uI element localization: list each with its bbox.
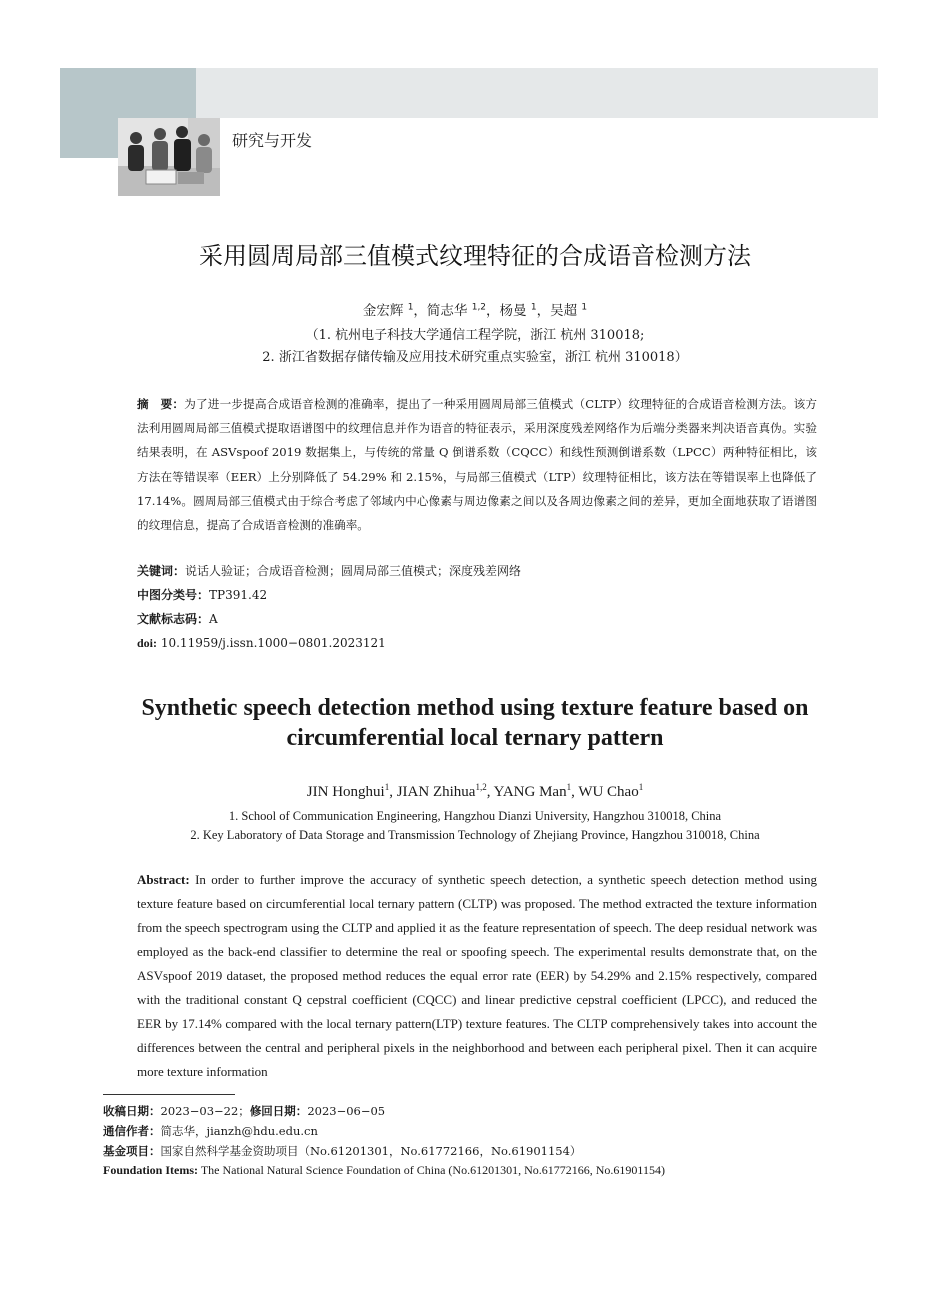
english-title-line-2: circumferential local ternary pattern: [286, 725, 664, 751]
keywords-text: 说话人验证；合成语音检测；圆周局部三值模式；深度残差网络: [185, 564, 522, 578]
author-name: WU Chao: [578, 784, 639, 800]
author-name: 吴超: [550, 303, 578, 319]
author-separator: ,: [389, 784, 397, 800]
chinese-abstract: [137, 392, 817, 537]
chinese-affiliation-2: 2. 浙江省数据存储传输及应用技术研究重点实验室，浙江 杭州 310018）: [262, 350, 688, 365]
doi-value[interactable]: 10.11959/j.issn.1000−0801.2023121: [160, 636, 386, 650]
author-affiliation-mark: 1: [638, 782, 644, 792]
english-abstract: [137, 868, 817, 1084]
keywords-label: 关键词：: [137, 564, 186, 578]
author-affiliation-mark: 1: [530, 302, 537, 313]
author-name: 杨曼: [499, 303, 527, 319]
english-title-line-1: Synthetic speech detection method using texture feature based on: [141, 695, 809, 721]
document-code-label: 文献标志码：: [137, 612, 210, 626]
doi-line: [137, 634, 386, 652]
clc-label: 中图分类号：: [137, 588, 210, 602]
people-photo-icon: [118, 118, 220, 196]
received-date: 2023−03−22；: [160, 1104, 250, 1118]
revised-date: 2023−06−05: [307, 1104, 386, 1118]
author-name: JIN Honghui: [306, 784, 385, 800]
footnote-corresponding: [103, 1122, 318, 1140]
author-separator: ,: [571, 784, 579, 800]
english-title: [0, 693, 950, 753]
doi-label: doi:: [137, 636, 158, 650]
abstract-label: 摘 要：: [137, 397, 185, 411]
footnote-divider: [103, 1094, 235, 1095]
author-affiliation-mark: 1: [566, 782, 572, 792]
author-affiliation-mark: 1: [581, 302, 588, 313]
author-name: JIAN Zhihua: [396, 784, 476, 800]
fund-english-text: The National Natural Science Foundation of China (No.61201301, No.61772166, No.61901154): [200, 1163, 665, 1177]
chinese-keywords: [137, 562, 521, 580]
fund-english-label: Foundation Items:: [103, 1163, 199, 1177]
revised-label: 修回日期：: [249, 1104, 308, 1118]
chinese-authors: [0, 299, 950, 319]
abstract-text: In order to further improve the accuracy of synthetic speech detection, a synthetic speech detection method using texture feature based on circumferential local ternary pattern (CLTP) was proposed. The method extracted the texture information from the speech spectrogram using the CLTP and applied it as the feature representation of speech. The deep residual network was employed as the back-end classifier to determine the real or spoofing speech. The experimental results demonstrate that, on the ASVspoof 2019 dataset, the proposed method reduces the equal error rate (EER) by 54.29% and 2.15% respectively, compared with the traditional constant Q cepstral coefficient (CQCC) and linear predictive cepstral coefficient (LPCC), and reduced the EER by 17.14% compared with the local ternary pattern(LTP) texture features. The CLTP comprehensively takes into account the differences between the central and peripheral pixels in the neighborhood and between each peripheral pixel. Then it can acquire more texture information: [137, 872, 817, 1079]
footnote-fund-english: [103, 1161, 665, 1179]
author-affiliation-mark: 1,2: [475, 782, 487, 792]
author-name: 金宏辉: [362, 303, 404, 319]
footnote-fund: [103, 1142, 581, 1160]
corresponding-label: 通信作者：: [103, 1124, 161, 1138]
clc-number: [137, 586, 267, 604]
abstract-text: 为了进一步提高合成语音检测的准确率，提出了一种采用圆周局部三值模式（CLTP）纹理特征的合成语音检测方法。该方法利用圆周局部三值模式提取语谱图中的纹理信息并作为语音的特征表示，采用深度残差网络作为后端分类器来判决语音真伪。实验结果表明，在 ASVspoof 2019 数据集上，与传统的常量 Q 倒谱系数（CQCC）和线性预测倒谱系数（LPCC）两种特征相比，该方法在等错误率（EER）上分别降低了 54.29% 和 2.15%，与局部三值模式（LTP）纹理特征相比，该方法在等错误率上也降低了 17.14%。圆周局部三值模式由于综合考虑了邻域内中心像素与周边像素之间以及各周边像素之间的差异，更加全面地获取了语谱图的纹理信息，提高了合成语音检测的准确率。: [137, 397, 817, 533]
document-code-value: A: [209, 612, 218, 626]
english-affiliation-1: 1. School of Communication Engineering, Hangzhou Dianzi University, Hangzhou 310018, China: [228, 809, 722, 823]
chinese-title: 采用圆周局部三值模式纹理特征的合成语音检测方法: [199, 242, 751, 270]
document-code: [137, 610, 218, 628]
author-name: YANG Man: [493, 784, 567, 800]
fund-label: 基金项目：: [103, 1144, 161, 1158]
chinese-affiliation-1: （1. 杭州电子科技大学通信工程学院，浙江 杭州 310018;: [305, 328, 645, 343]
section-label: 研究与开发: [232, 131, 313, 150]
clc-value: TP391.42: [209, 588, 268, 602]
author-affiliation-mark: 1: [384, 782, 390, 792]
author-separator: ，: [536, 303, 551, 319]
corresponding-author[interactable]: 简志华，jianzh@hdu.edu.cn: [160, 1124, 318, 1138]
author-separator: ，: [486, 303, 500, 319]
english-affiliation-2: 2. Key Laboratory of Data Storage and Transmission Technology of Zhejiang Province, Hangzhou 310018, China: [190, 828, 760, 842]
english-authors: [0, 782, 950, 801]
fund-text: 国家自然科学基金资助项目（No.61201301，No.61772166，No.61901154）: [160, 1144, 582, 1158]
header-photo: [118, 118, 220, 196]
author-separator: ,: [486, 784, 494, 800]
author-name: 简志华: [426, 303, 468, 319]
author-affiliation-mark: 1: [407, 302, 414, 313]
footnote-dates: [103, 1102, 385, 1120]
author-affiliation-mark: 1,2: [471, 302, 487, 313]
author-separator: ，: [413, 303, 427, 319]
abstract-label: Abstract:: [137, 872, 190, 887]
received-label: 收稿日期：: [103, 1104, 161, 1118]
